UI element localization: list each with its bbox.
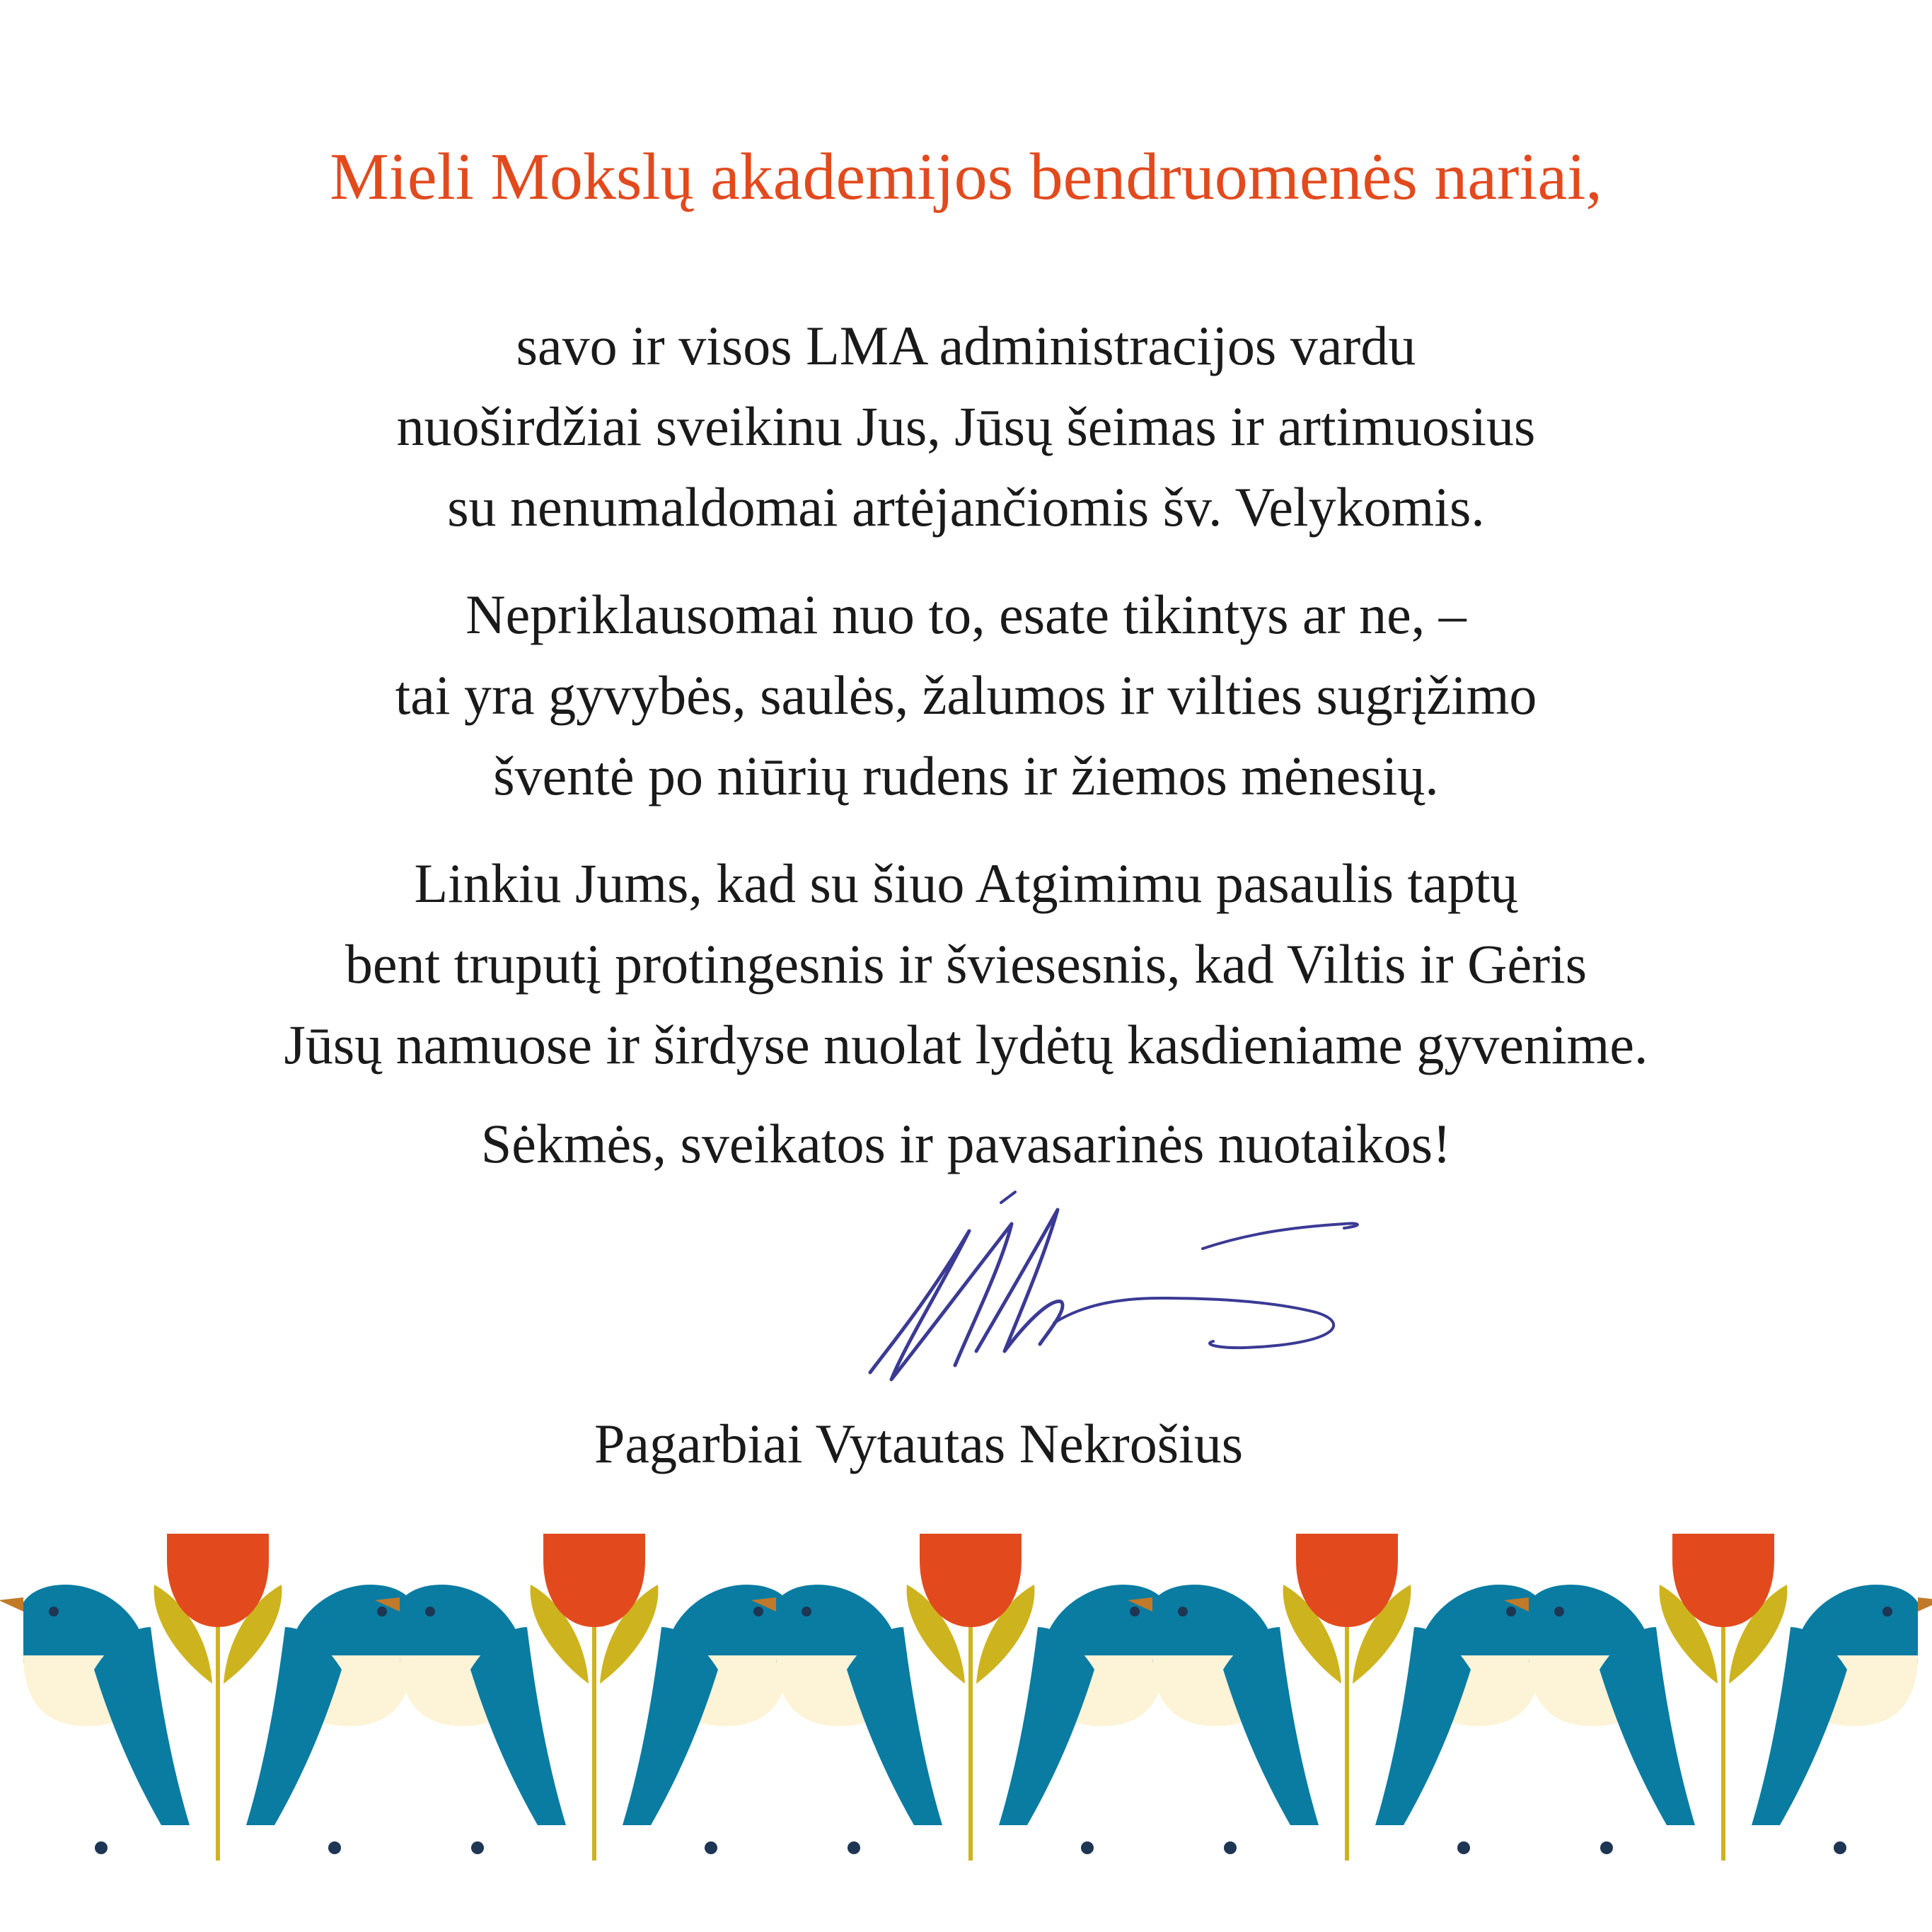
greeting-title: Mieli Mokslų akademijos bendruomenės nariai,	[330, 140, 1602, 214]
paragraph-wishes	[0, 843, 1932, 1085]
eye-icon	[425, 1607, 435, 1616]
beak-icon	[0, 1597, 23, 1612]
text-line: Linkiu Jums, kad su šiuo Atgimimu pasaulis taptų	[414, 852, 1518, 914]
dot-icon	[1457, 1841, 1470, 1854]
eye-icon	[49, 1607, 59, 1616]
eye-icon	[1506, 1607, 1516, 1616]
paragraph-closing-wish	[0, 1104, 1932, 1184]
stem-icon	[592, 1627, 596, 1861]
paragraph-meaning	[0, 574, 1932, 816]
folk-motif	[375, 1534, 814, 1861]
eye-icon	[1130, 1607, 1140, 1616]
text-line: su nenumaldomai artėjančiomis šv. Velykomis.	[447, 476, 1485, 538]
dot-icon	[705, 1841, 717, 1854]
dot-icon	[471, 1841, 484, 1854]
eye-icon	[1882, 1607, 1892, 1616]
signature-strokes	[870, 1192, 1358, 1379]
text-line: tai yra gyvybės, saulės, žalumos ir vilties sugrįžimo	[395, 664, 1537, 726]
signature	[849, 1181, 1387, 1408]
signature-stroke	[976, 1210, 1063, 1351]
stem-icon	[968, 1627, 973, 1861]
dot-icon	[848, 1841, 860, 1854]
beak-icon	[1918, 1597, 1932, 1612]
dot-icon	[95, 1841, 108, 1854]
eye-icon	[1554, 1607, 1564, 1616]
bird-tail-icon	[94, 1627, 190, 1825]
text-line: šventė po niūrių rudens ir žiemos mėnesių.	[493, 745, 1439, 806]
dot-icon	[1600, 1841, 1613, 1854]
bird-tail-icon	[847, 1627, 942, 1825]
text-line: bent truputį protingesnis ir šviesesnis, kad Viltis ir Gėris	[345, 933, 1587, 995]
folk-motif	[1128, 1534, 1566, 1861]
dot-icon	[1834, 1841, 1846, 1854]
stem-icon	[1345, 1627, 1349, 1861]
signature-stroke	[1203, 1223, 1358, 1249]
bird-tail-icon	[1223, 1627, 1319, 1825]
stem-icon	[216, 1627, 220, 1861]
closing-signoff: Pagarbiai Vytautas Nekrošius	[594, 1413, 1244, 1474]
bird-tail-icon	[999, 1627, 1094, 1825]
paragraph-greeting	[0, 306, 1932, 548]
bird-tail-icon	[470, 1627, 566, 1825]
bird-tail-icon	[1600, 1627, 1695, 1825]
bird-tail-icon	[246, 1627, 342, 1825]
eye-icon	[753, 1607, 763, 1616]
text-line: nuoširdžiai sveikinu Jus, Jūsų šeimas ir artimuosius	[396, 395, 1536, 457]
dot-icon	[328, 1841, 341, 1854]
eye-icon	[1178, 1607, 1188, 1616]
bird-tail-icon	[1752, 1627, 1847, 1825]
eye-icon	[377, 1607, 387, 1616]
bird-tail-icon	[1375, 1627, 1471, 1825]
text-line: savo ir visos LMA administracijos vardu	[516, 315, 1416, 376]
folk-motif	[751, 1534, 1190, 1861]
folk-ornament	[0, 1521, 1932, 1889]
signature-stroke	[870, 1224, 1012, 1379]
signature-stroke	[1001, 1192, 1015, 1203]
text-line: Jūsų namuose ir širdyse nuolat lydėtų kasdieniame gyvenime.	[284, 1014, 1648, 1075]
folk-motif	[0, 1534, 437, 1861]
text-line: Sėkmės, sveikatos ir pavasarinės nuotaikos!	[480, 1113, 1452, 1174]
text-line: Nepriklausomai nuo to, esate tikintys ar ne, –	[465, 584, 1467, 645]
stem-icon	[1721, 1627, 1725, 1861]
eye-icon	[802, 1607, 811, 1616]
dot-icon	[1081, 1841, 1094, 1854]
folk-motif	[1504, 1534, 1932, 1861]
bird-tail-icon	[623, 1627, 718, 1825]
signature-stroke	[1054, 1298, 1334, 1348]
dot-icon	[1224, 1841, 1237, 1854]
